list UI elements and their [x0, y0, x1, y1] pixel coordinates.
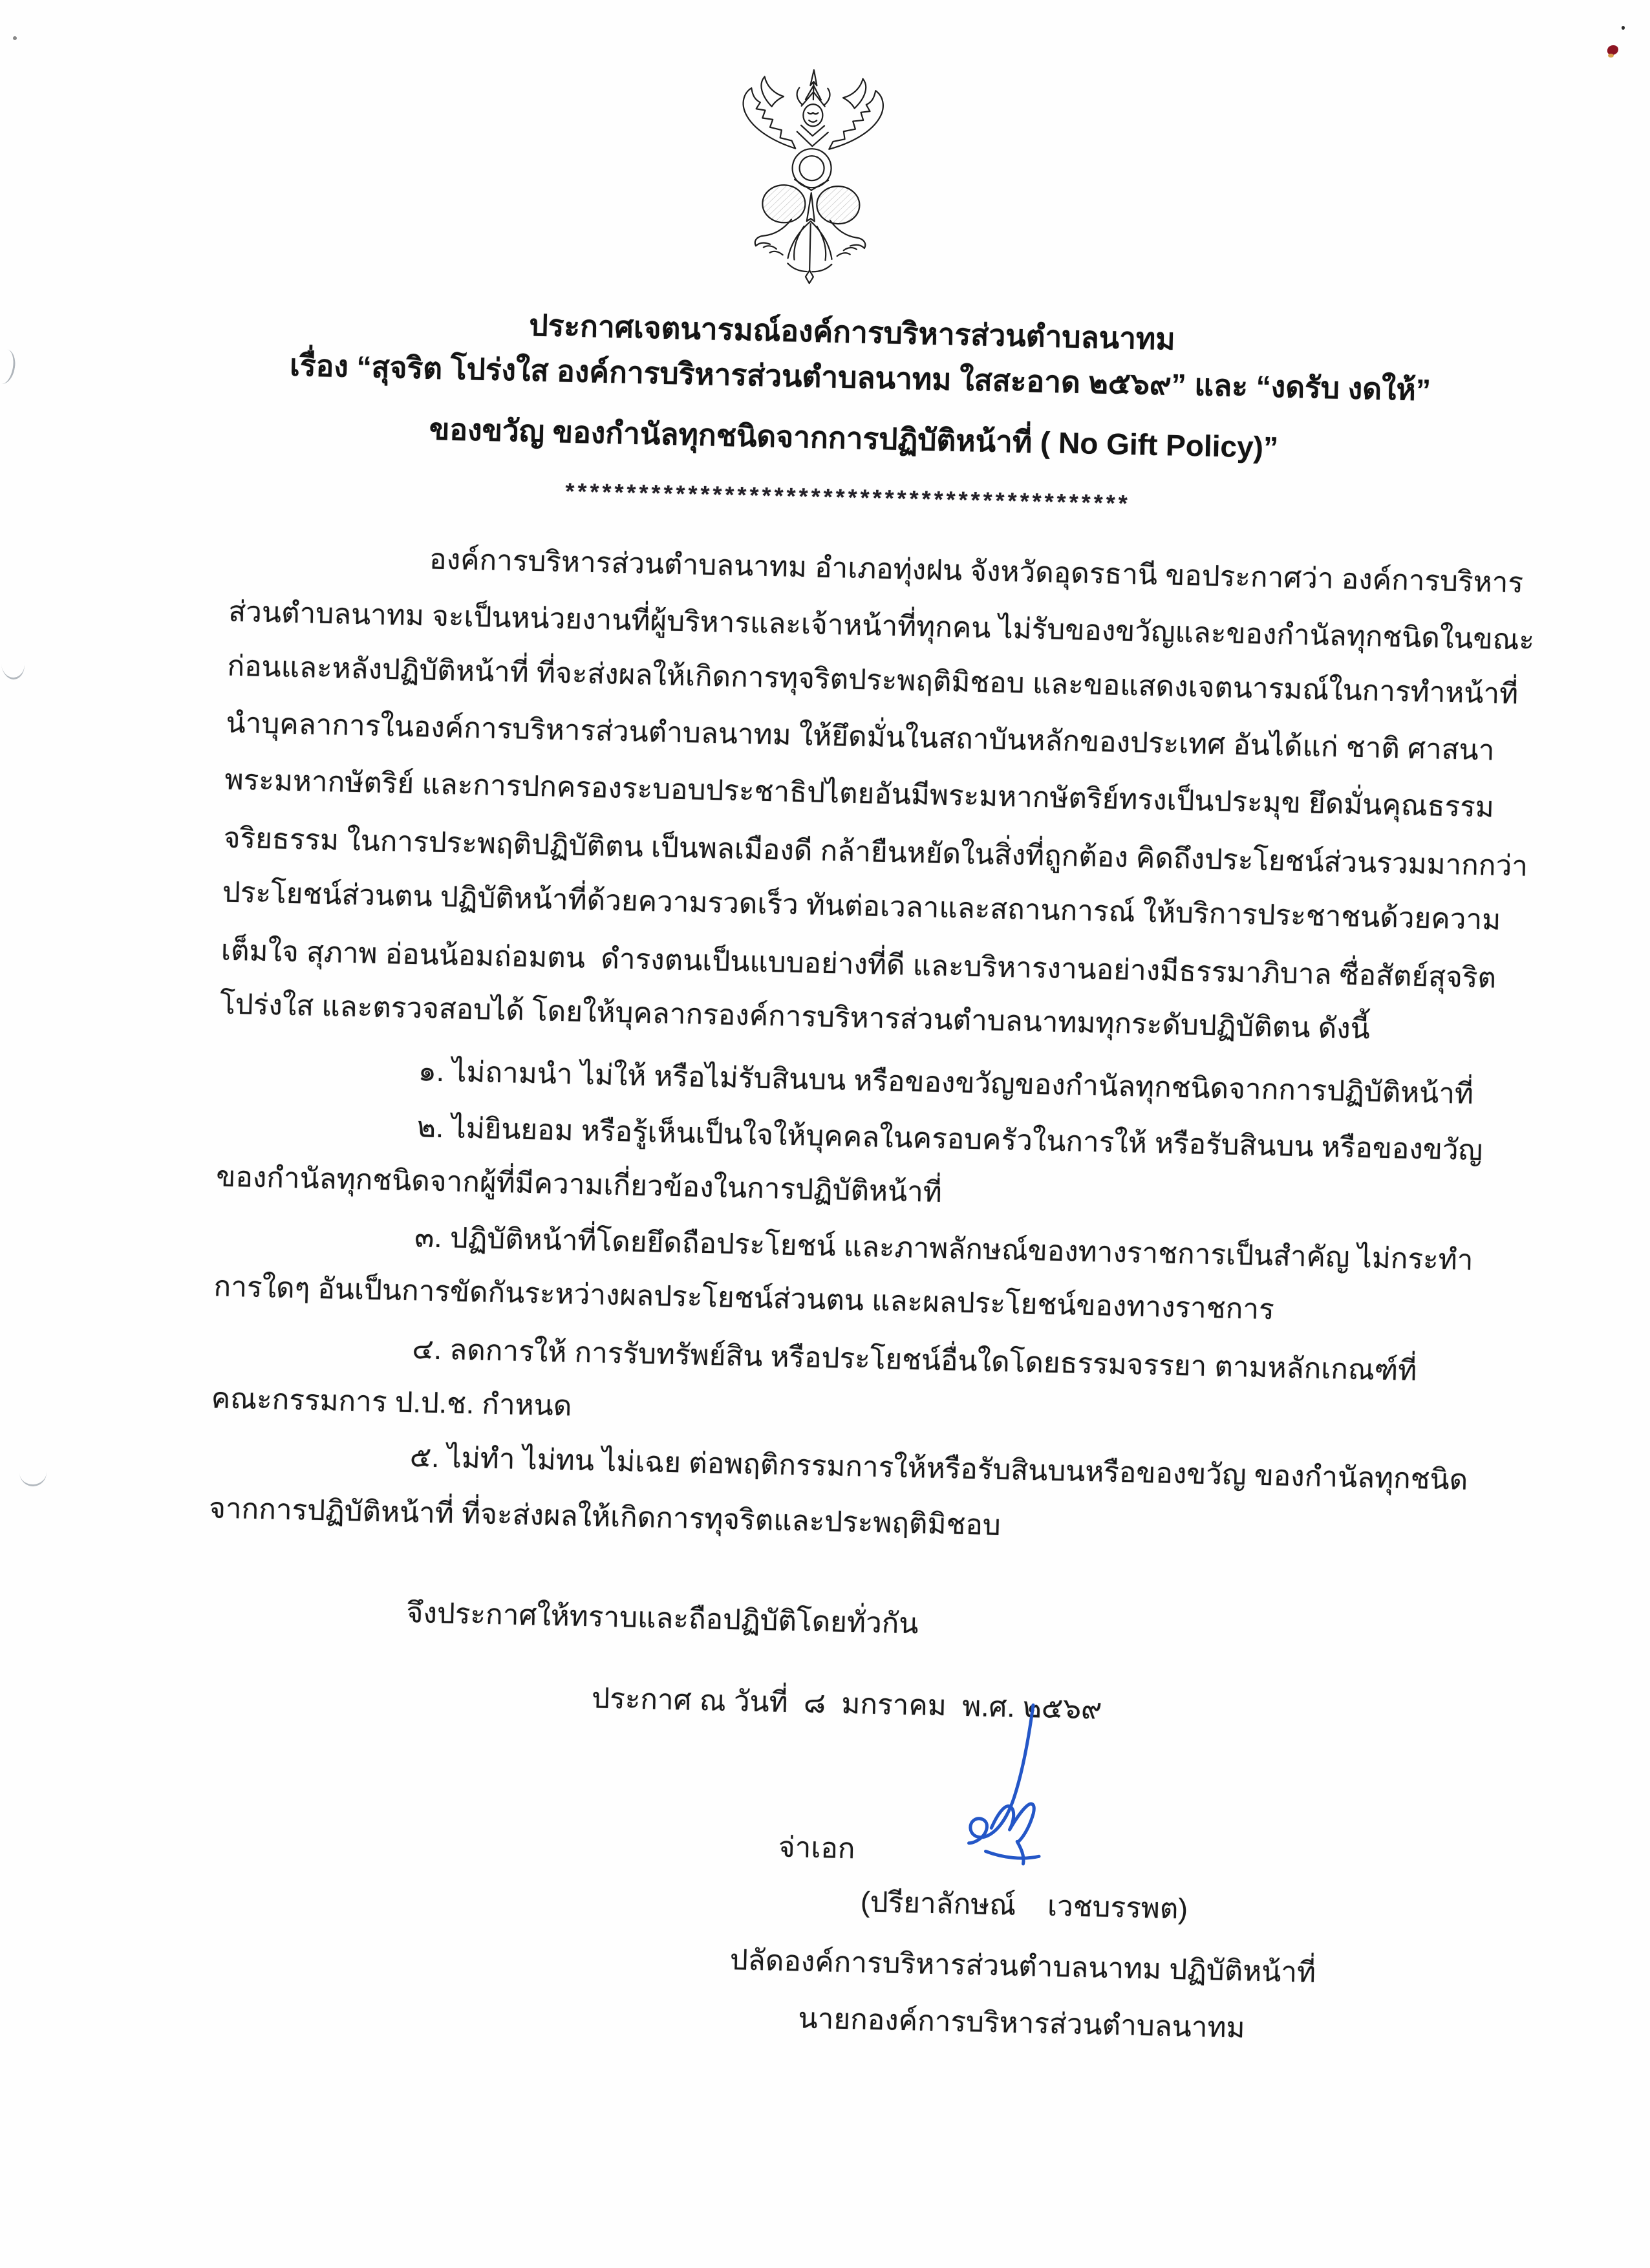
handwritten-signature: [923, 1699, 1114, 1872]
signer-name: (ปรียาลักษณ์ เวชบรรพต): [860, 1886, 1188, 1925]
body-line: จริยธรรม ในการประพฤติปฏิบัติตน เป็นพลเมืองดี กล้ายืนหยัดในสิ่งที่ถูกต้อง คิดถึงประโยชน์ส่วนรวมมากกว่า: [223, 822, 1528, 883]
list-item-3-cont: การใดๆ อันเป็นการขัดกันระหว่างผลประโยชน์ส่วนตน และผลประโยชน์ของทางราชการ: [213, 1270, 1275, 1326]
scan-edge-mark-1: [0, 348, 17, 386]
body-line: เต็มใจ สุภาพ อ่อนน้อมถ่อมตน ดำรงตนเป็นแบบอย่างที่ดี และบริหารงานอย่างมีธรรมาภิบาล ซื่อสัตย์สุจริต: [220, 934, 1497, 994]
body-line: ส่วนตำบลนาทม จะเป็นหน่วยงานที่ผู้บริหารและเจ้าหน้าที่ทุกคน ไม่รับของขวัญและของกำนัลทุกชนิดในขณะ: [228, 595, 1535, 656]
body-line: องค์การบริหารส่วนตำบลนาทม อำเภอทุ่งฝน จังหวัดอุดรธานี ขอประกาศว่า องค์การบริหาร: [429, 543, 1524, 599]
list-item-3: ๓. ปฏิบัติหน้าที่โดยยึดถือประโยชน์ และภาพลักษณ์ของทางราชการเป็นสำคัญ ไม่กระทำ: [414, 1221, 1473, 1276]
body-line: ประโยชน์ส่วนตน ปฏิบัติหน้าที่ด้วยความรวดเร็ว ทันต่อเวลาและสถานการณ์ ให้บริการประชาชนด้วยความ: [222, 876, 1501, 936]
list-item-5: ๕. ไม่ทำ ไม่ทน ไม่เฉย ต่อพฤติกรรมการให้หรือรับสินบนหรือของขวัญ ของกำนัลทุกชนิด: [409, 1441, 1468, 1496]
signer-rank: จ่าเอก: [778, 1831, 856, 1865]
scan-speck-black: [1622, 26, 1625, 30]
body-line: ก่อนและหลังปฏิบัติหน้าที่ ที่จะส่งผลให้เกิดการทุจริตประพฤติมิชอบ และขอแสดงเจตนารมณ์ในการทำหน้าที่: [227, 650, 1519, 711]
body-line: นำบุคลาการในองค์การบริหารส่วนตำบลนาทม ให้ยึดมั่นในสถาบันหลักของประเทศ อันได้แก่ ชาติ ศาสนา: [226, 707, 1495, 767]
body-line: โปร่งใส และตรวจสอบได้ โดยให้บุคลากรองค์การบริหารส่วนตำบลนาทมทุกระดับปฏิบัติตน ดังนี้: [219, 988, 1371, 1045]
promulgation-date: ประกาศ ณ วันที่ ๘ มกราคม พ.ศ. ๒๕๖๙: [591, 1682, 1102, 1726]
signer-position-line2: นายกองค์การบริหารส่วนตำบลนาทม: [798, 2002, 1246, 2044]
signer-position-line1: ปลัดองค์การบริหารส่วนตำบลนาทม ปฏิบัติหน้าที่: [729, 1944, 1316, 1989]
list-item-4: ๔. ลดการให้ การรับทรัพย์สิน หรือประโยชน์อื่นใดโดยธรรมจรรยา ตามหลักเกณฑ์ที่: [412, 1333, 1417, 1387]
announcement-title: ประกาศเจตนารมณ์องค์การบริหารส่วนตำบลนาทม: [528, 308, 1176, 356]
list-item-1: ๑. ไม่ถามนำ ไม่ให้ หรือไม่รับสินบน หรือของขวัญของกำนัลทุกชนิดจากการปฏิบัติหน้าที่: [418, 1055, 1474, 1110]
scan-speck-topleft: [13, 36, 17, 40]
subject-line-2: ของขวัญ ของกำนัลทุกชนิดจากการปฏิบัติหน้าที่ ( No Gift Policy)”: [429, 412, 1279, 465]
garuda-emblem-icon: [725, 64, 898, 288]
list-item-2-cont: ของกำนัลทุกชนิดจากผู้ที่มีความเกี่ยวข้องในการปฏิบัติหน้าที่: [215, 1161, 943, 1208]
asterisk-divider: **********************************************: [564, 478, 1131, 517]
list-item-4-cont: คณะกรรมการ ป.ป.ช. กำหนด: [211, 1382, 572, 1422]
list-item-2: ๒. ไม่ยินยอม หรือรู้เห็นเป็นใจให้บุคคลในครอบครัวในการให้ หรือรับสินบน หรือของขวัญ: [416, 1111, 1483, 1167]
closing-statement: จึงประกาศให้ทราบและถือปฏิบัติโดยทั่วกัน: [406, 1597, 919, 1640]
body-line: พระมหากษัตริย์ และการปกครองระบอบประชาธิปไตยอันมีพระมหากษัตริย์ทรงเป็นประมุข ยึดมั่นคุณธรรม: [224, 764, 1495, 824]
subject-line: เรื่อง “สุจริต โปร่งใส องค์การบริหารส่วนตำบลนาทม ใสสะอาด ๒๕๖๙” และ “งดรับ งดให้”: [289, 348, 1431, 407]
list-item-5-cont: จากการปฏิบัติหน้าที่ ที่จะส่งผลให้เกิดการทุจริตและประพฤติมิชอบ: [208, 1492, 1002, 1542]
